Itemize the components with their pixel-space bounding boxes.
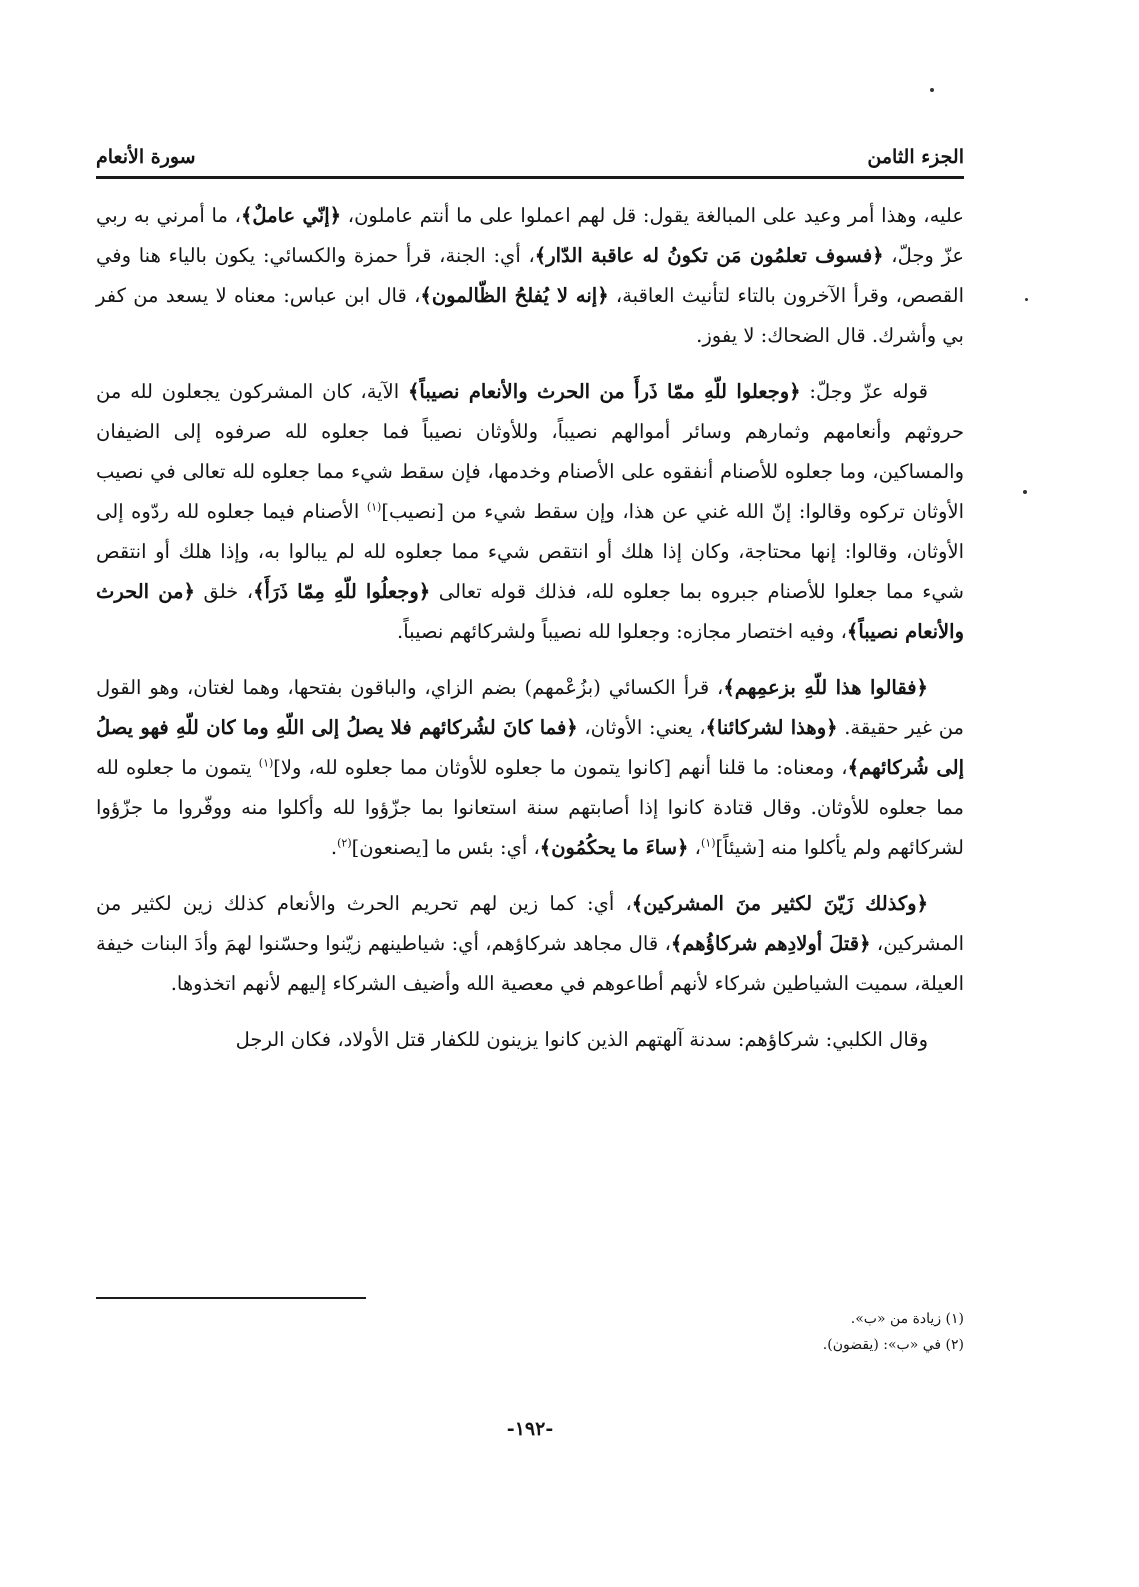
quran-quote: ﴿ساءَ ما يحكُمُون﴾ — [539, 836, 689, 859]
text-segment: ، ومعناه: ما قلنا أنهم [كانوا يتمون ما جعلوه للأوثان مما جعلوه لله، ولا] — [273, 756, 848, 779]
text-segment: ، قال مجاهد شركاؤهم، أي: شياطينهم زيّنوا وحسّنوا لهمَ وأدَ البنات خيفة العيلة، سميت الشياطين شركاء لأنهم أطاعوهم في معصية الله وأضيف الشركاء إليهم لأنهم اتخذوها. — [96, 932, 964, 995]
quran-quote: ﴿وجعلوا للّهِ ممّا ذَرأَ من الحرث والأنعام نصيباً﴾ — [407, 380, 801, 403]
paragraph — [96, 1020, 964, 1060]
paragraph — [96, 884, 964, 1004]
header-divider — [96, 176, 964, 179]
surah-label: سورة الأنعام — [96, 146, 196, 168]
text-segment: . — [330, 836, 338, 859]
footnote-2: (٢) في «ب»: (يقضون). — [822, 1337, 964, 1353]
text-segment: ، أي: كما زين لهم تحريم الحرث والأنعام كذلك زين لكثير من المشركين، — [96, 892, 964, 955]
text-segment: يتمون ما جعلوه لله مما جعلوه للأوثان. وقال قتادة كانوا إذا أصابتهم سنة استعانوا بما جزّؤوا لله وأكلوا منه ووفّروا ما جزّؤوا لشركائهم ولم يأكلوا منه [شيئاً] — [96, 756, 964, 859]
text-segment: الآية، كان المشركون يجعلون لله من حروثهم وأنعامهم وثمارهم وسائر أموالهم نصيباً، وللأوثان نصيباً فما جعلوه لله صرفوه إلى الضيفان والمساكين، وما جعلوه للأصنام أنفقوه على الأصنام وخدمها، فإن سقط شيء مما جعلوه لله تعالى في نصيب الأوثان تركوه وقالوا: إنّ الله غني عن هذا، وإن سقط شيء من [نصيب] — [96, 380, 964, 523]
footnote-1: (١) زيادة من «ب». — [850, 1311, 964, 1327]
footnote-divider — [96, 1297, 366, 1299]
text-segment: ، قرأ الكسائي (بزُعْمهم) بضم الزاي، والباقون بفتحها، وهما لغتان، وهو القول من غير حقيقة. — [96, 676, 965, 739]
part-label: الجزء الثامن — [867, 146, 964, 168]
page-number: -١٩٢- — [506, 1418, 554, 1440]
text-segment: ، خلق — [194, 580, 254, 603]
quran-quote: ﴿قتلَ أولادِهم شركاؤُهم﴾ — [670, 932, 871, 955]
quran-quote: ﴿من الحرث والأنعام نصيباً﴾ — [96, 580, 964, 643]
footnote-marker: (١) — [258, 756, 274, 770]
quran-quote: ﴿وكذلك زَيّنَ لكثير منَ المشركين﴾ — [631, 892, 928, 915]
text-segment: ، أي: بئس ما [يصنعون] — [351, 836, 540, 859]
text-segment: ، قال ابن عباس: معناه لا يسعد من كفر بي وأشرك. قال الضحاك: لا يفوز. — [96, 284, 964, 347]
footnote-marker: (١) — [700, 836, 716, 850]
quran-quote: ﴿وهذا لشركائنا﴾ — [705, 716, 838, 739]
text-segment: الأصنام فيما جعلوه لله ردّوه إلى الأوثان، وقالوا: إنها محتاجة، وكان إذا هلك أو انتقص شيء مما جعلوه لله لم يبالوا به، وإذا هلك أو انتقص شيء مما جعلوا للأصنام جبروه بما جعلوه لله، فذلك قوله تعالى — [96, 500, 965, 603]
footnotes — [96, 1306, 964, 1358]
quran-quote: ﴿فقالوا هذا للّهِ بزعمِهم﴾ — [723, 676, 928, 699]
quran-quote: ﴿إنه لا يُفلحُ الظّالمون﴾ — [420, 284, 609, 307]
paragraph — [96, 668, 964, 868]
paragraph — [96, 372, 964, 652]
text-segment: ، يعني: الأوثان، — [577, 716, 706, 739]
running-header — [96, 128, 964, 168]
footnote-marker: (٢) — [337, 836, 352, 850]
quran-quote: ﴿وجعلُوا للّهِ مِمّا ذَرَأَ﴾ — [253, 580, 431, 603]
footnote-marker: (١) — [366, 500, 382, 514]
text-segment: ، وفيه اختصار مجازه: وجعلوا لله نصيباً ولشركائهم نصيباً. — [397, 620, 847, 643]
text-segment: عليه، وهذا أمر وعيد على المبالغة يقول: قل لهم اعملوا على ما أنتم عاملون، — [341, 204, 965, 227]
text-segment: ، ما أمرني به ربي عزّ وجلّ، — [96, 204, 964, 267]
quran-quote: ﴿فسوف تعلمُون مَن تكونُ له عاقبة الدّار﴾ — [534, 244, 884, 267]
quran-quote: ﴿إنّي عاملٌ﴾ — [240, 204, 342, 227]
text-segment: ، — [688, 836, 701, 859]
scan-speck — [1023, 490, 1027, 494]
scan-speck — [930, 88, 934, 92]
text-segment: ، أي: الجنة، قرأ حمزة والكسائي: يكون بالياء هنا وفي القصص، وقرأ الآخرون بالتاء لتأنيث العاقبة، — [96, 244, 964, 307]
body-text — [96, 196, 964, 1076]
quran-quote: ﴿فما كانَ لشُركائهم فلا يصلُ إلى اللّهِ وما كان للّهِ فهو يصلُ إلى شُركائهم﴾ — [96, 716, 964, 779]
text-segment: قوله عزّ وجلّ: — [800, 380, 929, 403]
text-segment: وقال الكلبي: شركاؤهم: سدنة آلهتهم الذين كانوا يزينون للكفار قتل الأولاد، فكان الرجل — [235, 1028, 928, 1051]
document-page — [96, 0, 964, 1587]
paragraph — [96, 196, 964, 356]
scan-speck — [1025, 298, 1028, 301]
